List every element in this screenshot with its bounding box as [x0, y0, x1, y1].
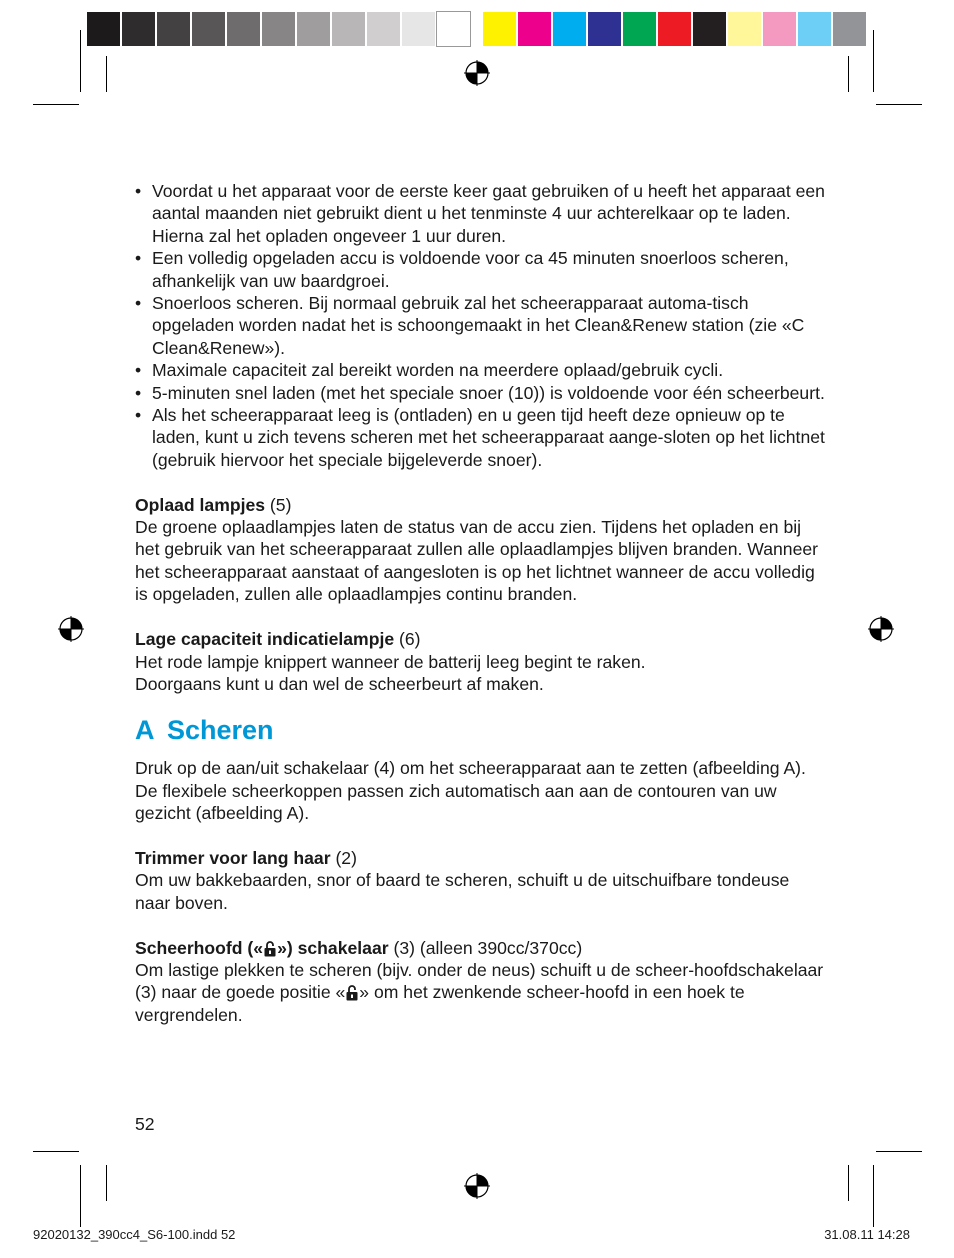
- color-swatch: [191, 11, 226, 47]
- paragraph-text: » om het zwenkende scheer-hoofd in een hoek te vergrendelen.: [135, 982, 745, 1025]
- footer-file-info: 92020132_390cc4_S6-100.indd 52: [33, 1227, 236, 1242]
- section-heading: Lage capaciteit indicatielampje: [135, 629, 395, 650]
- color-swatch: [86, 11, 121, 47]
- color-swatch: [832, 11, 867, 47]
- color-swatch: [552, 11, 587, 47]
- registration-mark-icon: [868, 616, 894, 642]
- color-swatch: [482, 11, 517, 47]
- paragraph: De groene oplaadlampjes laten de status van de accu zien. Tijdens het opladen en bij het gebruik van het scheerapparaat zullen alle oplaadlampjes blijven branden. Wanneer het scheerapparaat aanstaat of aangesloten is op het lichtnet wanneer de accu volledig is opgeladen, zullen alle oplaadlampjes continu branden.: [135, 517, 819, 605]
- registration-mark-icon: [464, 1173, 490, 1199]
- reference-number: (2): [330, 847, 357, 868]
- paragraph: Het rode lampje knippert wanneer de batterij leeg begint te raken.: [135, 651, 646, 672]
- section-heading: Oplaad lampjes: [135, 494, 266, 515]
- chapter-title: [135, 713, 825, 747]
- paragraph: Om uw bakkebaarden, snor of baard te scheren, schuift u de uitschuifbare tondeuse naar boven.: [135, 870, 790, 913]
- grayscale-color-bar: [86, 11, 471, 47]
- paragraph-text: Om lastige plekken te scheren (bijv. onder de neus) schuift u de scheer-hoofdschakelaar (3) naar de goede positie «: [135, 959, 824, 1003]
- color-swatch: [727, 11, 762, 47]
- chapter-letter: A: [135, 715, 155, 746]
- page-content: [135, 180, 825, 1026]
- footer-timestamp: 31.08.11 14:28: [824, 1227, 910, 1242]
- color-swatch: [692, 11, 727, 47]
- paragraph: Doorgaans kunt u dan wel de scheerbeurt af maken.: [135, 673, 544, 694]
- lock-icon: [346, 984, 358, 1001]
- color-swatch: [762, 11, 797, 47]
- color-swatch: [436, 11, 471, 47]
- color-swatch: [622, 11, 657, 47]
- color-swatch: [657, 11, 692, 47]
- reference-number: (6): [394, 629, 421, 650]
- section-heading: Trimmer voor lang haar: [135, 847, 331, 868]
- color-swatch: [366, 11, 401, 47]
- process-color-bar: [482, 11, 867, 47]
- color-swatch: [226, 11, 261, 47]
- list-item: • Maximale capaciteit zal bereikt worden na meerdere oplaad/gebruik cycli.: [135, 359, 825, 381]
- lock-icon: [264, 940, 276, 957]
- page-number: 52: [135, 1114, 155, 1134]
- color-swatch: [296, 11, 331, 47]
- chapter-name: Scheren: [167, 715, 274, 746]
- bullet-list: [135, 180, 825, 471]
- heading-suffix: ») schakelaar: [277, 937, 389, 958]
- paragraph: De flexibele scheerkoppen passen zich automatisch aan aan de contouren van uw gezicht (afbeelding A).: [135, 780, 777, 824]
- head-lock-section: [135, 937, 825, 1027]
- color-swatch: [401, 11, 436, 47]
- charge-lights-section: [135, 494, 825, 606]
- color-swatch: [331, 11, 366, 47]
- list-item: • Als het scheerapparaat leeg is (ontladen) en u geen tijd heeft deze opnieuw op te laden, kunt u zich tevens scheren met het scheerapparaat aange-sloten op het lichtnet (gebruik hiervoor het speciale bijgeleverde snoer).: [135, 404, 825, 471]
- list-item: • Een volledig opgeladen accu is voldoende voor ca 45 minuten snoerloos scheren, afhankelijk van uw baardgroei.: [135, 247, 825, 292]
- section-heading: [135, 938, 389, 958]
- color-swatch: [587, 11, 622, 47]
- list-item: • 5-minuten snel laden (met het speciale snoer (10)) is voldoende voor één scheerbeurt.: [135, 382, 825, 404]
- list-item: • Snoerloos scheren. Bij normaal gebruik zal het scheerapparaat automa-tisch opgeladen worden nadat het is schoongemaakt in het Clean&Renew station (zie «C Clean&Renew»).: [135, 292, 825, 359]
- registration-mark-icon: [464, 60, 490, 86]
- low-capacity-section: [135, 628, 825, 695]
- registration-mark-icon: [58, 616, 84, 642]
- heading-prefix: Scheerhoofd («: [135, 937, 264, 958]
- list-item: • Voordat u het apparaat voor de eerste keer gaat gebruiken of u heeft het apparaat een aantal maanden niet gebruikt dient u het tenminste 4 uur achterelkaar op te laden. Hierna zal het opladen ongeveer 1 uur duren.: [135, 180, 825, 247]
- paragraph: Druk op de aan/uit schakelaar (4) om het scheerapparaat aan te zetten (afbeelding A).: [135, 758, 806, 779]
- color-swatch: [517, 11, 552, 47]
- color-swatch: [797, 11, 832, 47]
- color-swatch: [121, 11, 156, 47]
- reference-number: (5): [265, 494, 292, 515]
- reference-number: (3) (alleen 390cc/370cc): [388, 937, 583, 958]
- color-swatch: [156, 11, 191, 47]
- paragraph: [135, 959, 825, 1026]
- color-swatch: [261, 11, 296, 47]
- trimmer-section: [135, 847, 825, 914]
